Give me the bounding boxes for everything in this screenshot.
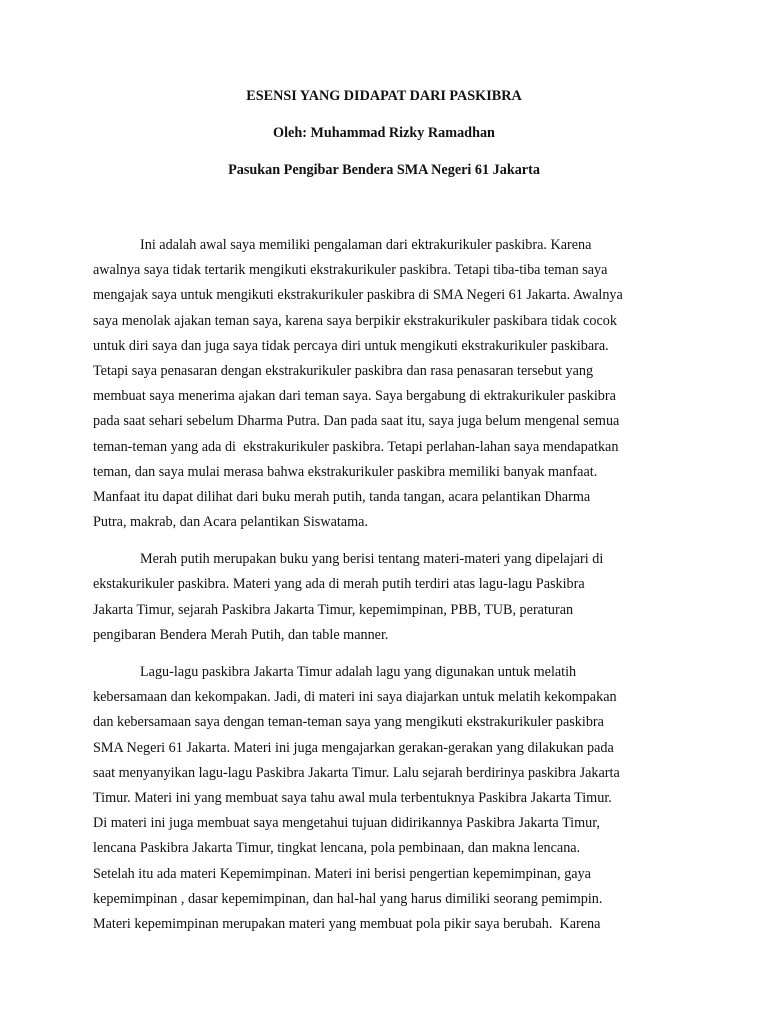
paragraph-line: kepemimpinan , dasar kepemimpinan, dan hal-hal yang harus dimiliki seorang pemimpin. — [93, 890, 603, 907]
paragraph-line: Materi kepemimpinan merupakan materi yang membuat pola pikir saya berubah. Karena — [93, 915, 601, 932]
paragraph-line: lencana Paskibra Jakarta Timur, tingkat lencana, pola pembinaan, dan makna lencana. — [93, 840, 581, 857]
paragraph-line: membuat saya menerima ajakan dari teman saya. Saya bergabung di ektrakurikuler paskibra — [93, 388, 616, 405]
paragraph-line: mengajak saya untuk mengikuti ekstrakurikuler paskibra di SMA Negeri 61 Jakarta. Awalnya — [93, 287, 623, 304]
paragraph-line: awalnya saya tidak tertarik mengikuti ekstrakurikuler paskibra. Tetapi tiba-tiba teman saya — [93, 262, 608, 279]
author-line: Oleh: Muhammad Rizky Ramadhan — [273, 125, 495, 141]
paragraph-line: saat menyanyikan lagu-lagu Paskibra Jakarta Timur. Lalu sejarah berdirinya paskibra Jakarta — [93, 764, 620, 781]
paragraph-gap — [93, 535, 683, 547]
paragraph — [93, 547, 683, 648]
paragraph-gap — [93, 648, 683, 660]
paragraph-line: pengibaran Bendera Merah Putih, dan table manner. — [93, 626, 389, 643]
paragraph-line: saya menolak ajakan teman saya, karena saya berpikir ekstrakurikuler paskibara tidak cocok — [93, 312, 617, 329]
paragraph-line: untuk diri saya dan juga saya tidak percaya diri untuk mengikuti ekstrakurikuler paskibara. — [93, 337, 609, 354]
paragraph-line: Jakarta Timur, sejarah Paskibra Jakarta Timur, kepemimpinan, PBB, TUB, peraturan — [93, 601, 574, 618]
paragraph — [93, 660, 683, 937]
paragraph-line: ekstakurikuler paskibra. Materi yang ada di merah putih terdiri atas lagu-lagu Paskibra — [93, 576, 585, 593]
paragraph-line: kebersamaan dan kekompakan. Jadi, di materi ini saya diajarkan untuk melatih kekompakan — [93, 689, 617, 706]
document-title: ESENSI YANG DIDAPAT DARI PASKIBRA — [246, 88, 522, 104]
paragraph-line: Timur. Materi ini yang membuat saya tahu awal mula terbentuknya Paskibra Jakarta Timur. — [93, 789, 612, 806]
organization-line: Pasukan Pengibar Bendera SMA Negeri 61 Jakarta — [228, 162, 540, 178]
paragraph-line: Merah putih merupakan buku yang berisi tentang materi-materi yang dipelajari di — [140, 551, 604, 568]
paragraph — [93, 233, 683, 535]
paragraph-line: Lagu-lagu paskibra Jakarta Timur adalah lagu yang digunakan untuk melatih — [140, 664, 577, 680]
paragraph-line: Manfaat itu dapat dilihat dari buku merah putih, tanda tangan, acara pelantikan Dharma — [93, 488, 591, 505]
document-body — [93, 233, 683, 937]
paragraph-line: Di materi ini juga membuat saya mengetahui tujuan didirikannya Paskibra Jakarta Timur, — [93, 815, 600, 832]
paragraph-line: pada saat sehari sebelum Dharma Putra. Dan pada saat itu, saya juga belum mengenal semua — [93, 413, 620, 430]
paragraph-line: Tetapi saya penasaran dengan ekstrakurikuler paskibra dan rasa penasaran tersebut yang — [93, 362, 594, 379]
paragraph-line: Ini adalah awal saya memiliki pengalaman dari ektrakurikuler paskibra. Karena — [140, 237, 592, 253]
paragraph-line: teman-teman yang ada di ekstrakurikuler paskibra. Tetapi perlahan-lahan saya mendapatkan — [93, 438, 619, 455]
paragraph-line: Setelah itu ada materi Kepemimpinan. Materi ini berisi pengertian kepemimpinan, gaya — [93, 865, 591, 882]
paragraph-line: teman, dan saya mulai merasa bahwa ekstrakurikuler paskibra memiliki banyak manfaat. — [93, 463, 598, 480]
paragraph-line: Putra, makrab, dan Acara pelantikan Siswatama. — [93, 514, 368, 531]
paragraph-line: dan kebersamaan saya dengan teman-teman saya yang mengikuti ekstrakurikuler paskibra — [93, 714, 604, 731]
paragraph-line: SMA Negeri 61 Jakarta. Materi ini juga mengajarkan gerakan-gerakan yang dilakukan pada — [93, 739, 614, 756]
